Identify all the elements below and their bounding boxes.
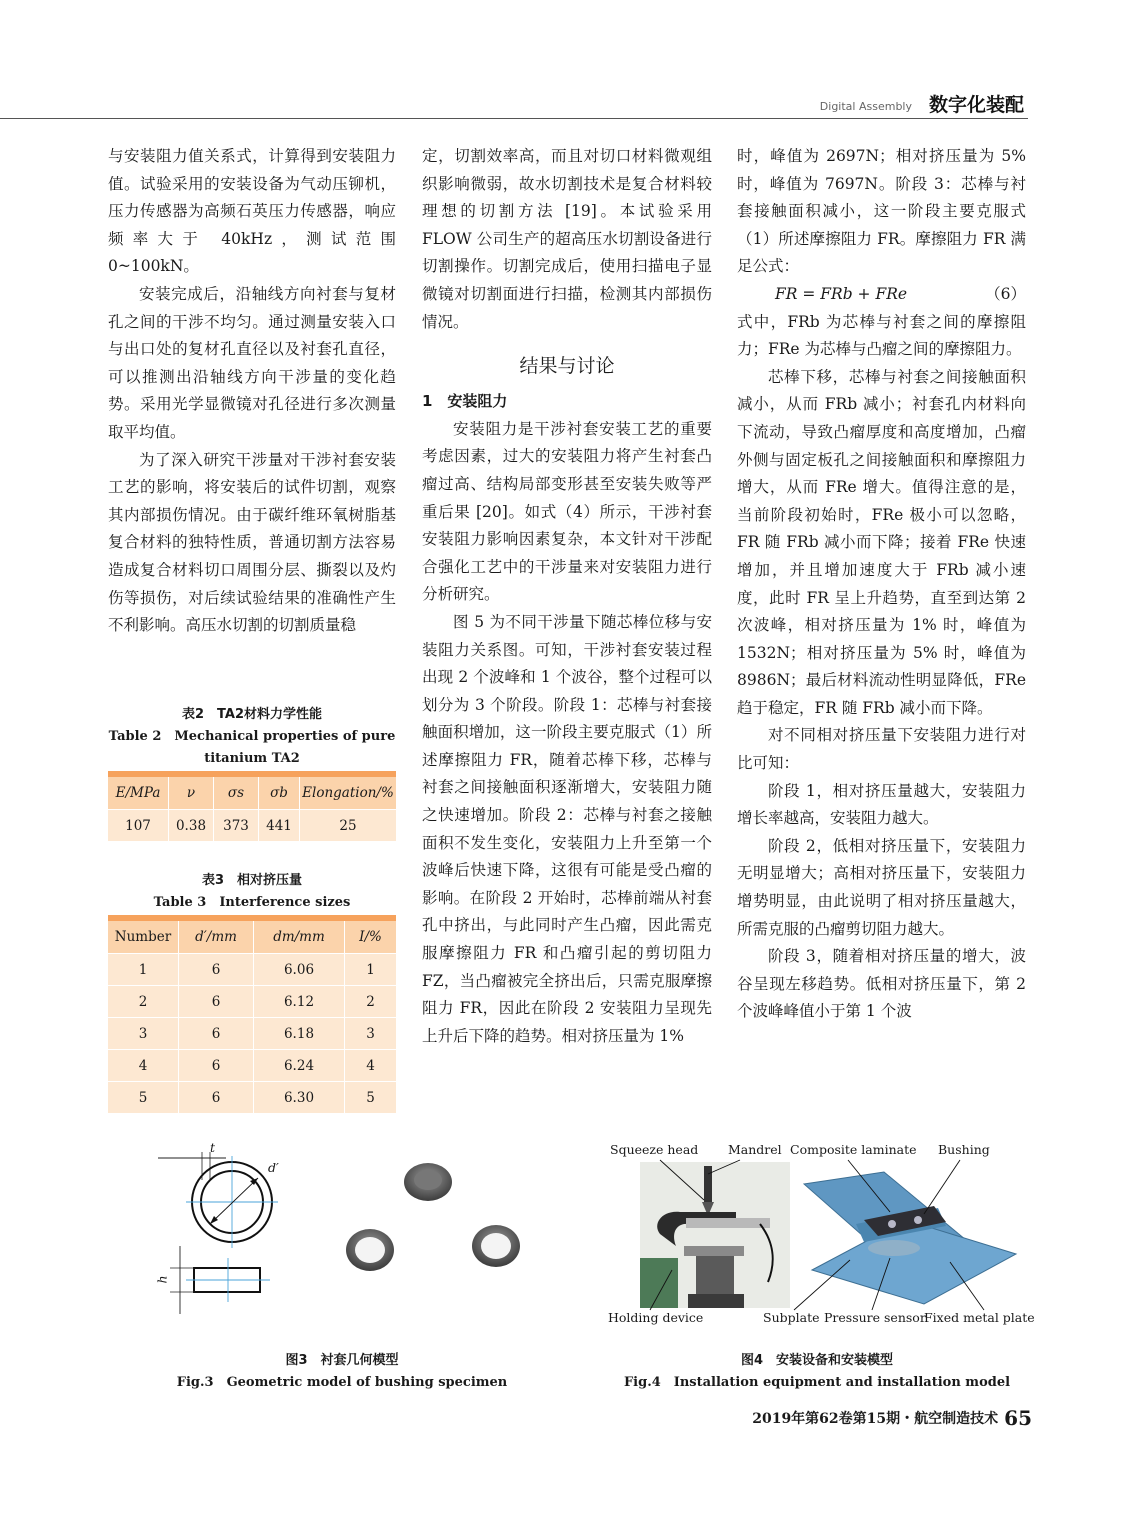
table-cell: 6.12: [254, 986, 345, 1018]
label-pressure-sensor: Pressure sensor: [824, 1310, 926, 1325]
fig3-label-t: t: [210, 1140, 216, 1155]
paragraph: 为了深入研究干涉量对干涉衬套安装工艺的影响，将安装后的试件切割，观察其内部损伤情况。由于碳纤维环氧树脂基复合材料的独特性质，普通切割方法容易造成复合材料切口周围分层、撕裂以及灼伤等损伤，对后续试验结果的准确性产生不利影响。高压水切割的切割质量稳: [108, 450, 396, 635]
label-fixed-metal-plate: Fixed metal plate: [924, 1310, 1035, 1325]
fig3-label-d: d′: [268, 1160, 279, 1175]
table-cell: 5: [108, 1082, 179, 1114]
journal-section-en: Digital Assembly: [819, 100, 912, 113]
paragraph: 阶段 2，低相对挤压量下，安装阻力无明显增大；高相对挤压量下，安装阻力增势明显，由此说明了相对挤压量越大，所需克服的凸瘤剪切阻力越大。: [737, 836, 1026, 938]
paragraph: 式中，FRb 为芯棒与衬套之间的摩擦阻力；FRe 为芯棒与凸瘤之间的摩擦阻力。: [737, 312, 1026, 359]
page-number: 65: [1004, 1406, 1032, 1430]
table-cell: 6: [179, 1018, 254, 1050]
table-cell: 6: [179, 1082, 254, 1114]
paragraph: 图 5 为不同干涉量下随芯棒位移与安装阻力关系图。可知，干涉衬套安装过程出现 2 个波峰和 1 个波谷，整个过程可以划分为 3 个阶段。阶段 1：芯棒与衬套接触面积增加，这一阶段主要克服式（1）所述摩擦阻力 FR，随着芯棒下移，芯棒与衬套之间接触面积逐渐增大，安装阻力随之快速增加。阶段 2：芯棒与衬套之接触面积不发生变化，安装阻力上升至第一个波峰后快速下降，这很有可能是受凸瘤的影响。在阶段 2 开始时，芯棒前端从衬套孔中挤出，与此同时产生凸瘤，因此需克服摩擦阻力 FR 和凸瘤引起的剪切阻力 FZ，当凸瘤被完全挤出后，只需克服摩擦阻力 FR，因此在阶段 2 安装阻力呈现先上升后下降的趋势。相对挤压量为 1%: [422, 612, 712, 1045]
table-cell: 6.30: [254, 1082, 345, 1114]
table-header: d′/mm: [179, 921, 254, 954]
label-composite-laminate: Composite laminate: [790, 1142, 917, 1157]
table-header: σb: [259, 777, 300, 810]
journal-issue: 2019年第62卷第15期・航空制造技术: [752, 1411, 999, 1427]
table-header: σs: [214, 777, 259, 810]
table-cell: 3: [345, 1018, 397, 1050]
paragraph: 与安装阻力值关系式，计算得到安装阻力值。试验采用的安装设备为气动压铆机，压力传感器为高频石英压力传感器，响应频率大于 40kHz，测试范围 0~100kN。: [108, 147, 396, 276]
paragraph: 芯棒下移，芯棒与衬套之间接触面积减小，从而 FRb 减小；衬套孔内材料向下流动，导致凸瘤厚度和高度增加，凸瘤外侧与固定板孔之间接触面积和摩擦阻力增大，从而 FRe 增大。值得注意的是，当前阶段初始时，FRe 极小可以忽略，FR 随 FRb 减小而下降；接着 FRe 快速增加，并且增加速度大于 FRb 减小速度，此时 FR 呈上升趋势，直至到达第 2 次波峰，相对挤压量为 1% 时，峰值为 1532N；相对挤压量为 5% 时，峰值为 8986N；最后材料流动性明显降低，FRe 趋于稳定，FR 随 FRb 减小而下降。: [737, 367, 1026, 717]
table-cell: 4: [345, 1050, 397, 1082]
paragraph: 阶段 1，相对挤压量越大，安装阻力增长率越高，安装阻力越大。: [737, 781, 1026, 828]
paragraph: 安装阻力是干涉衬套安装工艺的重要考虑因素，过大的安装阻力将产生衬套凸瘤过高、结构局部变形甚至安装失败等严重后果 [20]。如式（4）所示，干涉衬套安装阻力影响因素复杂，本文针对干涉配合强化工艺中的干涉量来对安装阻力进行分析研究。: [422, 419, 712, 604]
table-header: dm/mm: [254, 921, 345, 954]
running-header: [0, 88, 1134, 120]
table-cell: 107: [108, 810, 169, 842]
paragraph: 对不同相对挤压量下安装阻力进行对比可知：: [737, 726, 1026, 773]
paragraph: 安装完成后，沿轴线方向衬套与复材孔之间的干涉不均匀。通过测量安装入口与出口处的复材孔直径以及衬套孔直径，可以推测出沿轴线方向干涉量的变化趋势。采用光学显微镜对孔径进行多次测量取平均值。: [108, 284, 396, 441]
text-column-2: [422, 143, 712, 1050]
table-cell: 373: [214, 810, 259, 842]
text-column-3: [737, 143, 1026, 1026]
table-cell: 6.18: [254, 1018, 345, 1050]
table-cell: 0.38: [169, 810, 214, 842]
table-row: [108, 986, 396, 1018]
table-header: E/MPa: [108, 777, 169, 810]
fig4-leader-lines: [600, 1150, 1030, 1330]
subsection-heading: 1 安装阻力: [422, 392, 508, 411]
table-cell: 6: [179, 1050, 254, 1082]
table-row: [108, 1050, 396, 1082]
table2: [108, 771, 396, 841]
table3-caption: 表3 相对挤压量 Table 3 Interference sizes: [153, 873, 351, 910]
table-cell: 5: [345, 1082, 397, 1114]
table-cell: 1: [345, 954, 397, 986]
table-row: [108, 810, 396, 842]
table-cell: 441: [259, 810, 300, 842]
table-cell: 6: [179, 954, 254, 986]
fig3-label-h: h: [154, 1275, 170, 1284]
paragraph: 时，峰值为 2697N；相对挤压量为 5% 时，峰值为 7697N。阶段 3：芯棒与衬套接触面积减小，这一阶段主要克服式（1）所述摩擦阻力 FR。摩擦阻力 FR 满足公式：: [737, 147, 1026, 276]
label-holding-device: Holding device: [608, 1310, 704, 1325]
header-rule: [0, 118, 1028, 119]
table2-caption: 表2 TA2材料力学性能 Table 2 Mechanical properties of pure titanium TA2: [108, 707, 396, 766]
table-cell: 4: [108, 1050, 179, 1082]
table-row: [108, 954, 396, 986]
bushing-photo: [336, 1150, 536, 1290]
table-cell: 6.24: [254, 1050, 345, 1082]
table-header: I/%: [345, 921, 397, 954]
table-cell: 3: [108, 1018, 179, 1050]
label-subplate: Subplate: [763, 1310, 820, 1325]
table-row: [108, 1018, 396, 1050]
table-row: [108, 1082, 396, 1114]
table-cell: 6.06: [254, 954, 345, 986]
table-header: ν: [169, 777, 214, 810]
table-cell: 6: [179, 986, 254, 1018]
label-squeeze-head: Squeeze head: [610, 1142, 699, 1157]
table-header: Elongation/%: [300, 777, 397, 810]
running-footer: [720, 1406, 1032, 1430]
table3: [108, 915, 396, 1113]
equation-number: （6）: [985, 284, 1026, 303]
fig3-caption: 图3 衬套几何模型 Fig.3 Geometric model of bushing specimen: [176, 1353, 508, 1390]
section-heading: 结果与讨论: [519, 355, 615, 378]
text-column-1: [108, 143, 396, 640]
equation-6: [737, 281, 1026, 309]
table-cell: 1: [108, 954, 179, 986]
fig4-caption: 图4 安装设备和安装模型 Fig.4 Installation equipment and installation model: [623, 1353, 1011, 1390]
label-bushing: Bushing: [938, 1142, 990, 1157]
table-cell: 25: [300, 810, 397, 842]
journal-section-cn: 数字化装配: [928, 94, 1024, 116]
table-cell: 2: [108, 986, 179, 1018]
equation-body: FR = FRb + FRe: [775, 284, 908, 303]
table-header: Number: [108, 921, 179, 954]
paragraph: 定，切割效率高，而且对切口材料微观组织影响微弱，故水切割技术是复合材料较理想的切割方法 [19]。本试验采用 FLOW 公司生产的超高压水切割设备进行切割操作。切割完成后，使用扫描电子显微镜对切割面进行扫描，检测其内部损伤情况。: [422, 147, 712, 331]
paragraph: 阶段 3，随着相对挤压量的增大，波谷呈现左移趋势。低相对挤压量下，第 2 个波峰峰值小于第 1 个波: [737, 947, 1026, 1021]
table-cell: 2: [345, 986, 397, 1018]
label-mandrel: Mandrel: [728, 1142, 782, 1157]
